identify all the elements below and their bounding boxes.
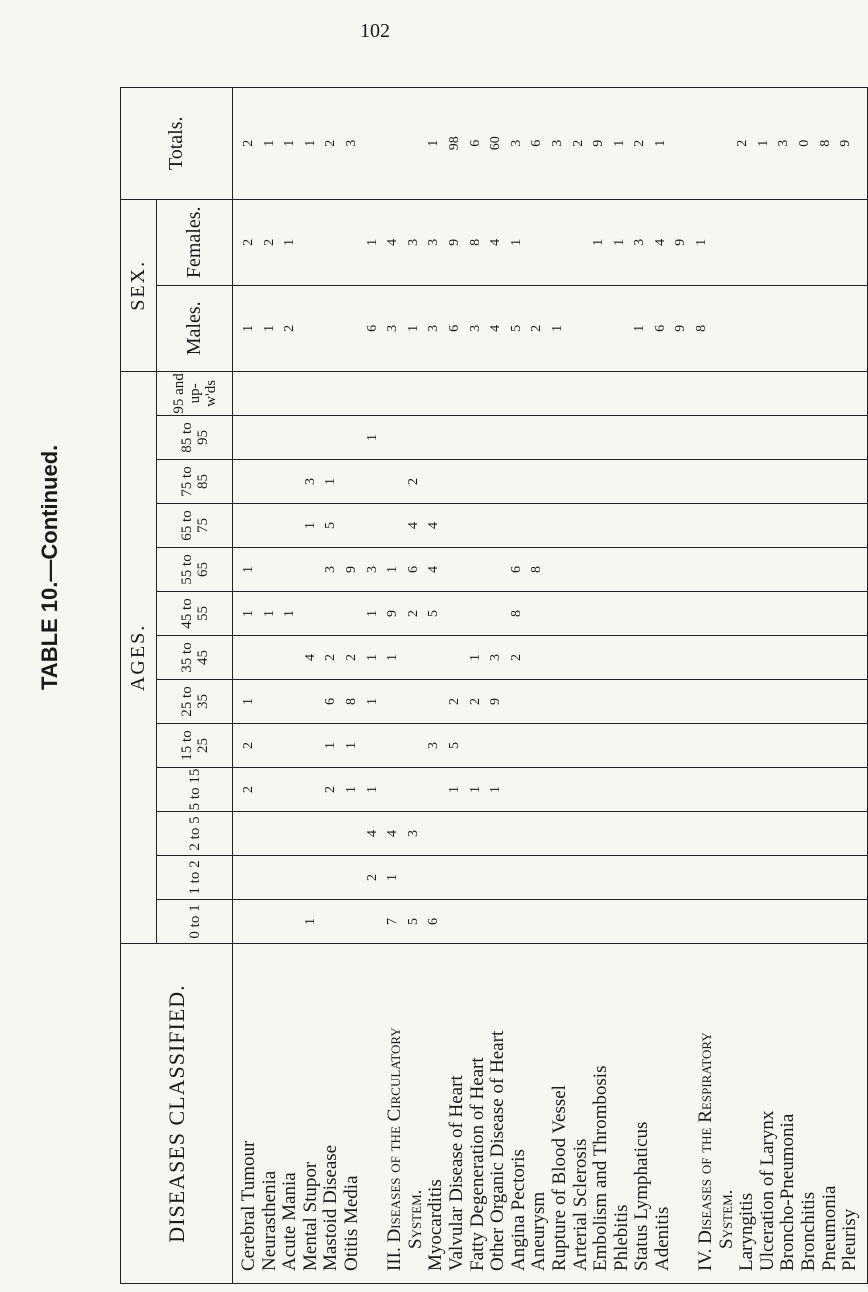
age-count: 2 [446, 698, 462, 705]
total-count: 1 [302, 139, 318, 147]
spacer [383, 680, 404, 723]
age-header: 0 to 1 [157, 900, 233, 944]
spacer [260, 900, 281, 943]
spacer [280, 416, 301, 459]
females-count: 4 [488, 238, 504, 246]
age-count: 1 [385, 874, 401, 881]
spacer [280, 460, 301, 503]
females-count: 1 [282, 238, 298, 246]
spacer [239, 812, 260, 855]
age-count: 3 [426, 742, 442, 749]
spacer [260, 680, 281, 723]
total-count: 6 [529, 139, 545, 147]
section-heading-cont: System. [715, 1189, 737, 1249]
age-count: 1 [241, 698, 256, 705]
spacer [548, 200, 569, 285]
age-header: 45 to 55 [157, 592, 233, 636]
spacer [383, 88, 404, 199]
spacer [342, 504, 363, 547]
spacer [321, 592, 342, 635]
spacer [486, 548, 507, 591]
females-count: 1 [508, 238, 524, 246]
spacer [301, 680, 322, 723]
disease-name: Bronchitis [798, 1191, 820, 1271]
spacer [383, 460, 404, 503]
disease-name: Broncho-Pneumonia [777, 1113, 799, 1271]
spacer [404, 724, 425, 767]
total-count: 8 [817, 139, 833, 147]
age-header: 25 to 35 [157, 680, 233, 724]
spacer [486, 592, 507, 635]
age-count: 2 [467, 698, 483, 705]
age-count: 1 [364, 434, 380, 441]
total-count: 9 [591, 139, 607, 147]
spacer [527, 200, 548, 285]
age-header: 2 to 5 [157, 812, 233, 856]
spacer [363, 900, 384, 943]
spacer [342, 900, 363, 943]
total-count: 6 [467, 139, 483, 147]
spacer [424, 636, 445, 679]
disease-list [233, 944, 868, 1284]
total-count: 2 [323, 139, 339, 147]
age-header: 1 to 2 [157, 856, 233, 900]
total-count: 1 [611, 139, 627, 147]
age-count: 1 [364, 610, 380, 617]
spacer [321, 286, 342, 371]
females-count: 2 [261, 238, 277, 246]
age-count: 1 [323, 742, 339, 749]
age-count: 9 [488, 698, 504, 705]
age-count: 2 [508, 654, 524, 661]
disease-name: Cerebral Tumour [238, 1140, 259, 1271]
spacer [342, 200, 363, 285]
spacer [610, 286, 631, 371]
spacer [404, 768, 425, 811]
spacer [260, 812, 281, 855]
total-count: 1 [426, 139, 442, 147]
spacer [404, 636, 425, 679]
age-count: 1 [323, 478, 339, 485]
age-column [233, 592, 868, 636]
spacer [342, 460, 363, 503]
spacer [260, 548, 281, 591]
total-count: 2 [735, 139, 751, 147]
sex-header: SEX. [121, 199, 157, 371]
spacer [363, 88, 384, 199]
age-column [233, 636, 868, 680]
spacer [321, 200, 342, 285]
males-count: 2 [282, 324, 298, 332]
males-column [233, 285, 868, 371]
disease-name: Mastoid Disease [320, 1144, 342, 1271]
disease-name: Acute Mania [279, 1172, 301, 1271]
spacer [280, 900, 301, 943]
total-count: 3 [549, 139, 565, 147]
spacer [260, 724, 281, 767]
spacer [673, 952, 694, 1271]
spacer [342, 592, 363, 635]
age-count: 1 [364, 786, 380, 793]
females-count: 3 [632, 238, 648, 246]
males-count: 1 [241, 324, 256, 332]
males-count: 6 [446, 324, 462, 332]
age-count: 1 [282, 610, 298, 617]
spacer [301, 592, 322, 635]
spacer [239, 636, 260, 679]
spacer [342, 812, 363, 855]
spacer [280, 680, 301, 723]
page-number: 102 [360, 20, 390, 42]
males-count: 1 [261, 324, 277, 332]
section-heading: III. Diseases of the Circulatory [384, 1027, 406, 1271]
totals-header: Totals. [121, 87, 233, 199]
total-count: 1 [282, 139, 298, 147]
age-count: 6 [405, 566, 421, 573]
spacer [342, 856, 363, 899]
age-count: 1 [343, 786, 359, 793]
section-heading-cont: System. [404, 1189, 426, 1249]
age-count: 1 [302, 522, 318, 529]
spacer [404, 88, 425, 199]
age-count: 1 [261, 610, 277, 617]
disease-name: Ulceration of Larynx [756, 1110, 778, 1271]
males-count: 1 [549, 324, 565, 332]
total-count: 2 [570, 139, 586, 147]
disease-name: Status Lymphaticus [631, 1121, 653, 1271]
spacer [301, 286, 322, 371]
spacer [363, 952, 384, 1271]
females-count: 9 [673, 238, 689, 246]
age-count: 5 [446, 742, 462, 749]
spacer [301, 416, 322, 459]
spacer [445, 636, 466, 679]
age-header: 65 to 75 [157, 504, 233, 548]
age-header: 85 to 95 [157, 416, 233, 460]
age-column [233, 504, 868, 548]
disease-name: Other Organic Disease of Heart [487, 1030, 509, 1271]
age-column [233, 416, 868, 460]
females-count: 1 [364, 238, 380, 246]
spacer [239, 372, 260, 415]
total-count: 98 [446, 136, 462, 151]
spacer [280, 548, 301, 591]
spacer [321, 416, 342, 459]
females-count: 4 [652, 238, 668, 246]
age-column [233, 460, 868, 504]
spacer [280, 372, 301, 415]
males-count: 1 [632, 324, 648, 332]
spacer [321, 372, 342, 415]
age-column [233, 680, 868, 724]
age-count: 2 [323, 654, 339, 661]
spacer [260, 460, 281, 503]
females-count: 1 [591, 238, 607, 246]
total-count: 60 [488, 136, 504, 151]
age-count: 4 [426, 566, 442, 573]
spacer [424, 680, 445, 723]
spacer [321, 856, 342, 899]
spacer [466, 548, 487, 591]
disease-name: Fatty Degeneration of Heart [466, 1057, 488, 1271]
spacer [692, 88, 713, 199]
age-count: 1 [364, 654, 380, 661]
age-header: 95 and up-w'ds [157, 371, 233, 415]
males-count: 9 [673, 324, 689, 332]
spacer [301, 372, 322, 415]
age-count: 1 [385, 566, 401, 573]
spacer [239, 416, 260, 459]
females-header: Females. [157, 199, 233, 285]
total-count: 0 [797, 139, 813, 147]
age-count: 4 [302, 654, 318, 661]
spacer [671, 88, 692, 199]
spacer [589, 286, 610, 371]
age-count: 2 [405, 610, 421, 617]
age-column [233, 548, 868, 592]
age-count: 8 [508, 610, 524, 617]
age-count: 1 [467, 654, 483, 661]
age-count: 3 [488, 654, 504, 661]
age-count: 6 [508, 566, 524, 573]
females-count: 9 [446, 238, 462, 246]
disease-name: Mental Stupor [299, 1161, 321, 1271]
disease-name: Laryngitis [736, 1192, 758, 1271]
females-count: 4 [385, 238, 401, 246]
age-header: 75 to 85 [157, 460, 233, 504]
disease-name: Aneurysm [528, 1191, 550, 1271]
males-count: 2 [529, 324, 545, 332]
spacer [383, 724, 404, 767]
age-count: 4 [426, 522, 442, 529]
spacer [713, 88, 734, 199]
spacer [301, 812, 322, 855]
age-count: 8 [529, 566, 545, 573]
spacer [260, 372, 281, 415]
total-count: 9 [838, 139, 854, 147]
spacer [260, 416, 281, 459]
age-count: 1 [364, 698, 380, 705]
age-count: 5 [405, 918, 421, 925]
age-column [233, 900, 868, 944]
age-count: 3 [302, 478, 318, 485]
males-count: 1 [405, 324, 421, 332]
spacer [260, 504, 281, 547]
disease-name: Phlebitis [610, 1204, 632, 1271]
males-count: 3 [467, 324, 483, 332]
spacer [569, 200, 590, 285]
diseases-header: DISEASES CLASSIFIED. [121, 944, 233, 1284]
females-count: 1 [694, 238, 710, 246]
spacer [260, 768, 281, 811]
spacer [239, 460, 260, 503]
age-count: 6 [323, 698, 339, 705]
spacer [239, 504, 260, 547]
males-count: 8 [694, 324, 710, 332]
males-count: 5 [508, 324, 524, 332]
age-count: 2 [323, 786, 339, 793]
total-count: 1 [755, 139, 771, 147]
males-count: 6 [652, 324, 668, 332]
females-count: 8 [467, 238, 483, 246]
age-count: 1 [343, 742, 359, 749]
males-header: Males. [157, 285, 233, 371]
age-count: 4 [405, 522, 421, 529]
totals-column [233, 87, 868, 199]
females-count: 2 [241, 238, 256, 246]
spacer [280, 636, 301, 679]
age-header: 5 to 15 [157, 768, 233, 812]
age-count: 3 [405, 830, 421, 837]
spacer [280, 724, 301, 767]
spacer [342, 416, 363, 459]
table-title: TABLE 10.—Continued. [37, 444, 62, 690]
spacer [363, 724, 384, 767]
disease-name: Adenitis [651, 1206, 673, 1271]
total-count: 1 [652, 139, 668, 147]
spacer [280, 856, 301, 899]
spacer [301, 856, 322, 899]
spacer [466, 592, 487, 635]
spacer [280, 812, 301, 855]
spacer [301, 768, 322, 811]
age-header: 35 to 45 [157, 636, 233, 680]
section-heading: IV. Diseases of the Respiratory [695, 1032, 717, 1271]
spacer [342, 286, 363, 371]
spacer [342, 372, 363, 415]
rotated-table-container [120, 88, 861, 1284]
spacer [301, 724, 322, 767]
age-column [233, 371, 868, 415]
spacer [321, 900, 342, 943]
disease-name: Valvular Disease of Heart [445, 1075, 467, 1271]
age-count: 3 [364, 566, 380, 573]
males-count: 3 [385, 324, 401, 332]
females-count: 3 [426, 238, 442, 246]
disease-name: Myocarditis [425, 1179, 447, 1271]
age-count: 1 [385, 654, 401, 661]
age-column [233, 724, 868, 768]
age-count: 1 [241, 566, 256, 573]
age-count: 4 [364, 830, 380, 837]
spacer [445, 548, 466, 591]
age-count: 5 [323, 522, 339, 529]
spacer [363, 460, 384, 503]
disease-name: Pleurisy [839, 1208, 861, 1271]
age-column [233, 856, 868, 900]
spacer [424, 768, 445, 811]
males-count: 6 [364, 324, 380, 332]
age-count: 1 [241, 610, 256, 617]
age-count: 3 [323, 566, 339, 573]
age-column [233, 768, 868, 812]
spacer [383, 504, 404, 547]
total-count: 2 [241, 139, 256, 147]
ages-header: AGES. [121, 371, 157, 943]
spacer [280, 768, 301, 811]
spacer [321, 812, 342, 855]
age-count: 6 [426, 918, 442, 925]
disease-name: Rupture of Blood Vessel [548, 1085, 570, 1271]
disease-name: Embolism and Thrombosis [590, 1065, 612, 1271]
age-count: 2 [364, 874, 380, 881]
age-count: 1 [302, 918, 318, 925]
age-count: 9 [343, 566, 359, 573]
spacer [280, 504, 301, 547]
age-count: 2 [241, 786, 256, 793]
age-count: 4 [385, 830, 401, 837]
disease-name: Otitis Media [340, 1175, 362, 1271]
spacer [383, 768, 404, 811]
disease-name: Neurasthenia [258, 1170, 280, 1271]
spacer [404, 680, 425, 723]
disease-name: Angina Pectoris [507, 1149, 529, 1271]
males-count: 3 [426, 324, 442, 332]
age-header: 15 to 25 [157, 724, 233, 768]
total-count: 3 [776, 139, 792, 147]
spacer [301, 200, 322, 285]
age-count: 2 [241, 742, 256, 749]
age-count: 1 [488, 786, 504, 793]
spacer [363, 504, 384, 547]
age-count: 1 [446, 786, 462, 793]
age-header: 55 to 65 [157, 548, 233, 592]
females-column [233, 199, 868, 285]
females-count: 1 [611, 238, 627, 246]
spacer [239, 856, 260, 899]
spacer [260, 636, 281, 679]
spacer [445, 592, 466, 635]
disease-name: Arterial Sclerosis [569, 1138, 591, 1271]
age-count: 9 [385, 610, 401, 617]
age-count: 5 [426, 610, 442, 617]
age-column [233, 812, 868, 856]
mortality-table [120, 87, 868, 1284]
age-count: 2 [343, 654, 359, 661]
age-count: 7 [385, 918, 401, 925]
spacer [569, 286, 590, 371]
males-count: 4 [488, 324, 504, 332]
total-count: 3 [508, 139, 524, 147]
total-count: 1 [261, 139, 277, 147]
females-count: 3 [405, 238, 421, 246]
total-count: 2 [632, 139, 648, 147]
spacer [239, 900, 260, 943]
age-count: 2 [405, 478, 421, 485]
age-count: 8 [343, 698, 359, 705]
spacer [260, 856, 281, 899]
age-count: 1 [467, 786, 483, 793]
total-count: 3 [343, 139, 359, 147]
disease-name: Pneumonia [818, 1185, 840, 1271]
spacer [301, 548, 322, 591]
